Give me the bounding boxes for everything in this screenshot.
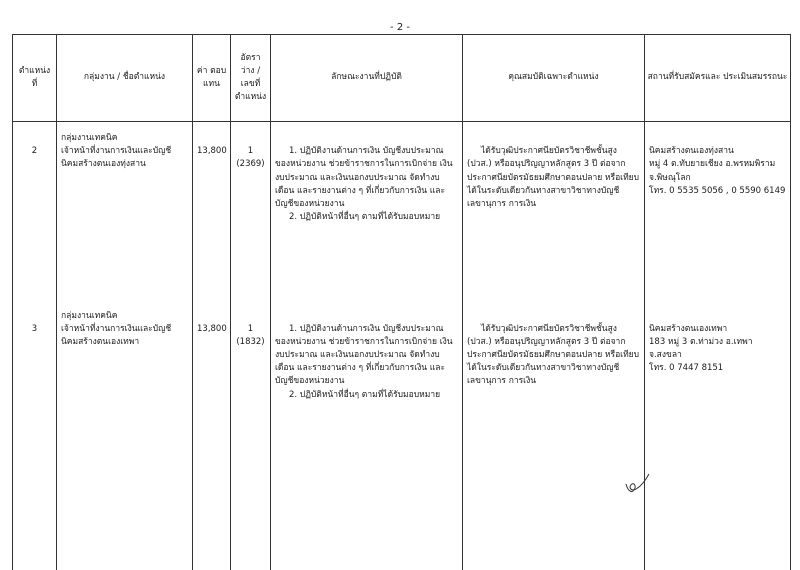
place-cell xyxy=(645,300,791,570)
duty-item: 1. ปฏิบัติงานด้านการเงิน บัญชีงบประมาณ ของหน่วยงาน ช่วยข้าราชการในการเบิกจ่าย เงินงบประมาณ และเงินนอกงบประมาณ จัดทำงบเดือน และรายงานต่าง ๆ ที่เกี่ยวกับการเงิน และบัญชีของหน่วยงาน xyxy=(275,323,453,387)
qualification-cell xyxy=(463,122,645,300)
qualification-text: ได้รับวุฒิประกาศนียบัตรวิชาชีพชั้นสูง (ปวส.) หรืออนุปริญญาหลักสูตร 3 ปี ต่อจากประกาศนียบัตรมัธยมศึกษาตอนปลาย หรือเทียบได้ในระดับเดียวกันทางสาขาวิชาทางบัญชี เลขานุการ การเงิน xyxy=(467,323,640,387)
duty-item: 2. ปฏิบัติหน้าที่อื่นๆ ตามที่ได้รับมอบหมาย xyxy=(289,212,441,223)
header-duties: ลักษณะงานที่ปฏิบัติ xyxy=(271,35,463,122)
seq-cell xyxy=(13,300,57,570)
duties-cell xyxy=(271,122,463,300)
position-number: (2369) xyxy=(236,159,265,170)
pay-cell xyxy=(193,300,231,570)
phone-line: โทร. 0 7447 8151 xyxy=(649,363,724,374)
position-title: เจ้าหน้าที่งานการเงินและบัญชี xyxy=(61,323,172,334)
duties-cell xyxy=(271,300,463,570)
header-seq: ตำแหน่ง ที่ xyxy=(13,35,57,122)
header-pay: ค่า ตอบ แทน xyxy=(193,35,231,122)
place-cell xyxy=(645,122,791,300)
vacancy-count: 1 xyxy=(247,146,254,157)
page-number: - 2 - xyxy=(390,22,410,33)
signature-mark-icon xyxy=(622,468,652,498)
pay: 13,800 xyxy=(197,323,227,334)
table-row xyxy=(13,122,791,300)
seq: 2 xyxy=(31,146,38,157)
seq: 3 xyxy=(31,323,38,334)
place-line: นิคมสร้างตนเองเทพา xyxy=(649,323,728,334)
place-line: 183 หมู่ 3 ต.ท่าม่วง อ.เทพา xyxy=(649,336,753,347)
pay-cell xyxy=(193,122,231,300)
header-rate: อัตรา ว่าง / เลขที่ ตำแหน่ง xyxy=(231,35,271,122)
place-line: จ.สงขลา xyxy=(649,350,682,361)
position-title: เจ้าหน้าที่งานการเงินและบัญชี xyxy=(61,146,172,157)
header-position: กลุ่มงาน / ชื่อตำแหน่ง xyxy=(57,35,193,122)
group-name: กลุ่มงานเทคนิค xyxy=(61,310,118,321)
unit-name: นิคมสร้างตนเองเทพา xyxy=(61,336,140,347)
pay: 13,800 xyxy=(197,146,227,157)
vacancy-table xyxy=(12,34,791,570)
header-place: สถานที่รับสมัครและ ประเมินสมรรถนะ xyxy=(645,35,791,122)
duty-item: 1. ปฏิบัติงานด้านการเงิน บัญชีงบประมาณ ของหน่วยงาน ช่วยข้าราชการในการเบิกจ่าย เงินงบประมาณ และเงินนอกงบประมาณ จัดทำงบเดือน และรายงานต่าง ๆ ที่เกี่ยวกับการเงิน และบัญชีของหน่วยงาน xyxy=(275,146,453,209)
position-number: (1832) xyxy=(236,336,265,347)
rate-cell xyxy=(231,122,271,300)
vacancy-count: 1 xyxy=(247,323,254,334)
position-cell xyxy=(57,122,193,300)
header-qualifications: คุณสมบัติเฉพาะตำแหน่ง xyxy=(463,35,645,122)
duty-item: 2. ปฏิบัติหน้าที่อื่นๆ ตามที่ได้รับมอบหมาย xyxy=(289,389,441,400)
qualification-cell xyxy=(463,300,645,570)
group-name: กลุ่มงานเทคนิค xyxy=(61,133,118,143)
phone-line: โทร. 0 5535 5056 , 0 5590 6149 xyxy=(649,185,786,196)
place-line: นิคมสร้างตนเองทุ่งสาน xyxy=(649,146,734,157)
place-line: จ.พิษณุโลก xyxy=(649,172,691,183)
qualification-text: ได้รับวุฒิประกาศนียบัตรวิชาชีพชั้นสูง (ปวส.) หรืออนุปริญญาหลักสูตร 3 ปี ต่อจากประกาศนียบัตรมัธยมศึกษาตอนปลาย หรือเทียบได้ในระดับเดียวกันทางสาขาวิชาทางบัญชี เลขานุการ การเงิน xyxy=(467,146,640,209)
unit-name: นิคมสร้างตนเองทุ่งสาน xyxy=(61,159,146,170)
place-line: หมู่ 4 ต.ทับยายเชียง อ.พรหมพิราม xyxy=(649,159,776,170)
rate-cell xyxy=(231,300,271,570)
table-row xyxy=(13,300,791,570)
header-row xyxy=(13,35,791,122)
seq-cell xyxy=(13,122,57,300)
position-cell xyxy=(57,300,193,570)
